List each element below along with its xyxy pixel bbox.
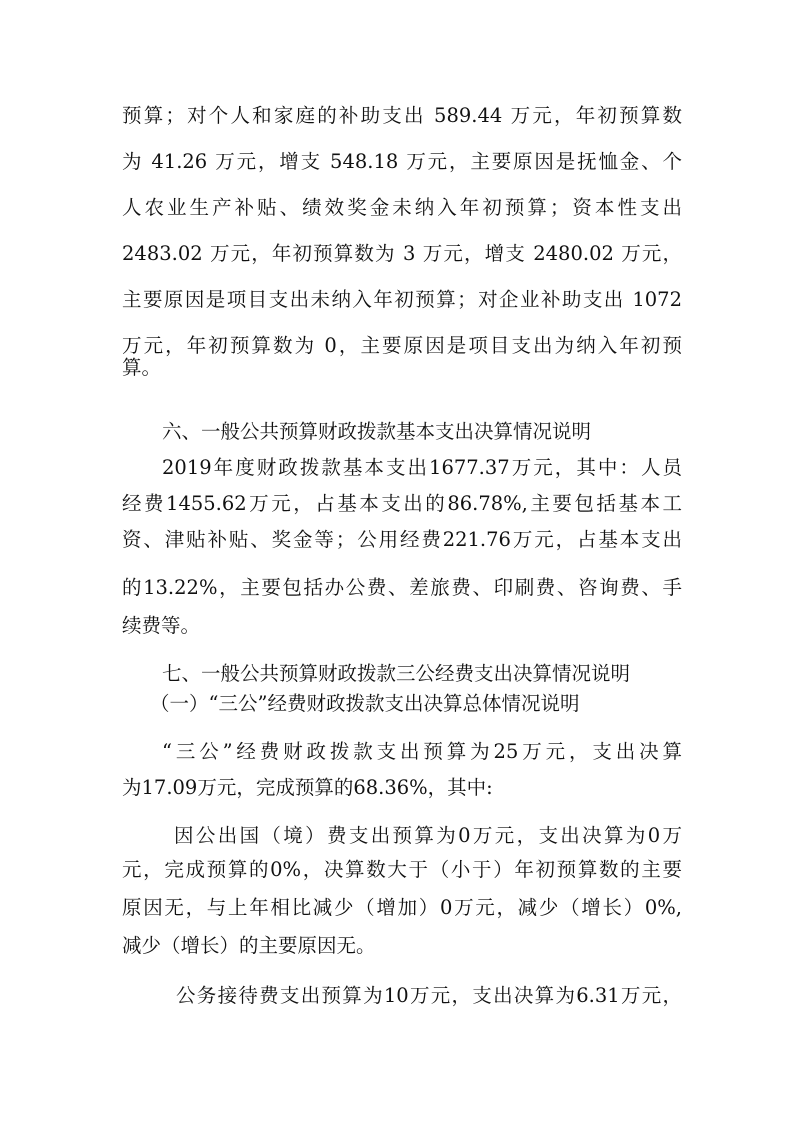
paragraph-line: 的13.22%，主要包括办公费、差旅费、印刷费、咨询费、手: [122, 576, 682, 599]
paragraph-line: 算。: [122, 356, 162, 379]
paragraph-line: 预算；对个人和家庭的补助支出 589.44 万元，年初预算数: [122, 104, 682, 127]
paragraph-line: 资、津贴补贴、奖金等；公用经费221.76万元，占基本支出: [122, 528, 682, 551]
paragraph-line: “三公”经费财政拨款支出预算为25万元，支出决算: [162, 740, 682, 763]
paragraph-line: 为17.09万元，完成预算的68.36%，其中:: [122, 776, 493, 799]
paragraph-line: 主要原因是项目支出未纳入年初预算；对企业补助支出 1072: [122, 288, 682, 311]
subsection-heading: （一）“三公”经费财政拨款支出决算总体情况说明: [150, 692, 580, 715]
paragraph-line: 为 41.26 万元，增支 548.18 万元，主要原因是抚恤金、个: [122, 150, 682, 173]
paragraph-line: 原因无，与上年相比减少（增加）0万元，减少（增长）0%,: [122, 896, 682, 919]
paragraph-line: 万元，年初预算数为 0，主要原因是项目支出为纳入年初预: [122, 334, 682, 357]
paragraph-line: 2483.02 万元，年初预算数为 3 万元，增支 2480.02 万元，: [122, 242, 682, 265]
section-heading-7: 七、一般公共预算财政拨款三公经费支出决算情况说明: [162, 662, 631, 685]
paragraph-line: 公务接待费支出预算为10万元，支出决算为6.31万元，: [176, 984, 682, 1007]
paragraph-line: 续费等。: [122, 614, 201, 637]
section-heading-6: 六、一般公共预算财政拨款基本支出决算情况说明: [162, 420, 592, 443]
paragraph-line: 因公出国（境）费支出预算为0万元，支出决算为0万: [174, 824, 682, 847]
paragraph-line: 经费1455.62万元，占基本支出的86.78%,主要包括基本工: [122, 492, 682, 515]
paragraph-line: 元，完成预算的0%，决算数大于（小于）年初预算数的主要: [122, 858, 682, 881]
paragraph-line: 2019年度财政拨款基本支出1677.37万元，其中：人员: [162, 456, 682, 479]
paragraph-line: 减少（增长）的主要原因无。: [122, 934, 376, 957]
paragraph-line: 人农业生产补贴、绩效奖金未纳入年初预算；资本性支出: [122, 196, 682, 219]
